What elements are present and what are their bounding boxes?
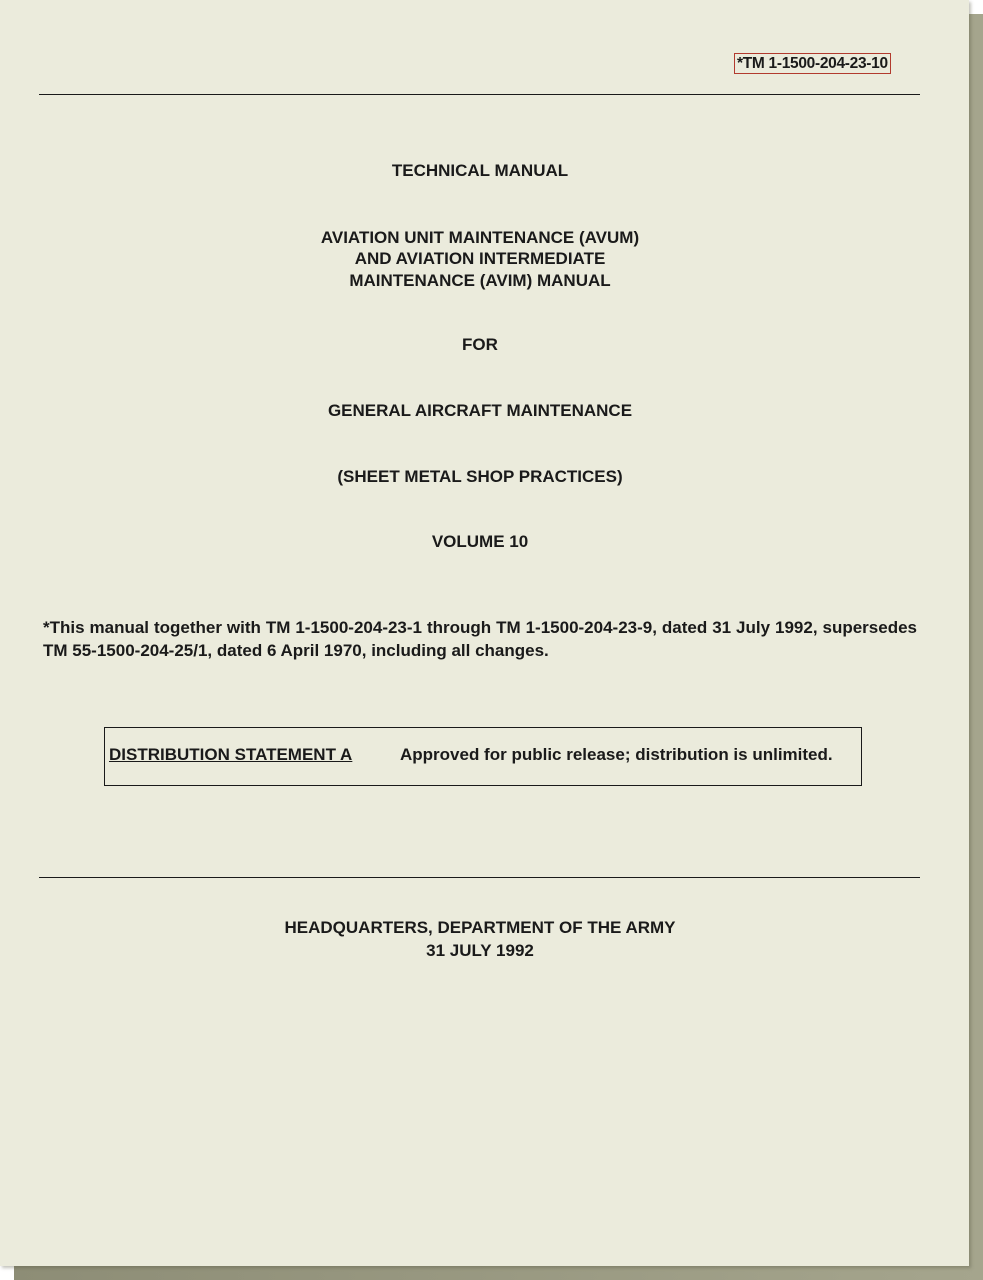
bottom-divider xyxy=(39,877,920,878)
distribution-statement-text: Approved for public release; distribution is unlimited. xyxy=(400,745,833,764)
title-line-sheet-metal: (SHEET METAL SHOP PRACTICES) xyxy=(337,467,623,486)
issuing-organization: HEADQUARTERS, DEPARTMENT OF THE ARMY xyxy=(284,918,676,937)
distribution-statement-label: DISTRIBUTION STATEMENT A xyxy=(109,745,353,764)
supersession-note: *This manual together with TM 1-1500-204-23-1 through TM 1-1500-204-23-9, dated 31 July 1992, supersedes TM 55-1500-204-25/1, dated 6 April 1970, including all changes. xyxy=(43,618,917,660)
volume-label: VOLUME 10 xyxy=(431,532,529,551)
document-number: *TM 1-1500-204-23-10 xyxy=(734,53,891,74)
title-line-avim-1: AND AVIATION INTERMEDIATE xyxy=(354,249,606,268)
title-line-general-maintenance: GENERAL AIRCRAFT MAINTENANCE xyxy=(327,401,633,420)
technical-manual-heading: TECHNICAL MANUAL xyxy=(391,161,569,180)
title-line-avum: AVIATION UNIT MAINTENANCE (AVUM) xyxy=(320,228,640,247)
publication-date: 31 JULY 1992 xyxy=(426,941,534,960)
top-divider xyxy=(39,94,920,95)
distribution-statement-box xyxy=(104,727,862,786)
title-line-avim-2: MAINTENANCE (AVIM) MANUAL xyxy=(349,271,611,290)
title-line-for: FOR xyxy=(462,335,498,354)
